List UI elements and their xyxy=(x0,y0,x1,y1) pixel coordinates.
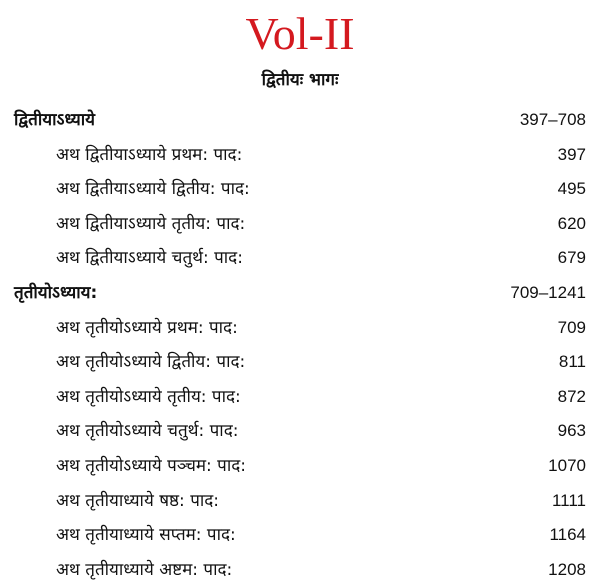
toc-chapter-label: तृतीयोऽध्याय: xyxy=(14,282,98,303)
toc-section-row xyxy=(0,554,600,588)
part-heading: द्वितीयः भागः xyxy=(261,70,339,90)
toc-section-row xyxy=(0,139,600,174)
toc-page-number: 397 xyxy=(557,144,586,164)
toc-section-row xyxy=(0,242,600,277)
toc-section-row xyxy=(0,208,600,243)
toc-page-range: 709–1241 xyxy=(510,282,586,302)
toc-section-label: अथ तृतीयाध्याये अष्टम: पाद: xyxy=(56,559,233,580)
toc-page-number: 1111 xyxy=(551,490,586,510)
toc-section-row xyxy=(0,450,600,485)
toc-section-label: अथ तृतीयोऽध्याये पञ्चम: पाद: xyxy=(56,455,246,476)
toc-section-label: अथ द्वितीयाऽध्याये चतुर्थ: पाद: xyxy=(56,248,243,269)
toc-section-label: अथ द्वितीयाऽध्याये प्रथम: पाद: xyxy=(56,144,243,165)
toc-page-number: 620 xyxy=(557,213,586,233)
toc-section-row xyxy=(0,381,600,416)
volume-title: Vol-II xyxy=(245,8,355,59)
toc-section-label: अथ तृतीयाध्याये सप्तम: पाद: xyxy=(56,525,236,546)
toc-section-row xyxy=(0,346,600,381)
toc-page-number: 811 xyxy=(558,352,586,372)
toc-page-number: 1070 xyxy=(548,455,586,475)
toc-section-label: अथ तृतीयाध्याये षष्ठ: पाद: xyxy=(56,490,220,511)
toc-section-row xyxy=(0,173,600,208)
toc-section-row xyxy=(0,485,600,520)
toc-section-label: अथ द्वितीयाऽध्याये तृतीय: पाद: xyxy=(56,213,246,234)
toc-page-number: 709 xyxy=(557,317,586,337)
toc-page-number: 679 xyxy=(557,248,586,268)
table-of-contents xyxy=(0,104,600,588)
toc-page-number: 963 xyxy=(557,421,586,441)
toc-section-label: अथ तृतीयोऽध्याये द्वितीय: पाद: xyxy=(56,352,246,373)
toc-section-row xyxy=(0,519,600,554)
toc-page-number: 495 xyxy=(557,179,586,199)
toc-page-number: 872 xyxy=(557,386,586,406)
toc-chapter-row xyxy=(0,277,600,312)
toc-page-number: 1164 xyxy=(549,525,586,545)
toc-chapter-label: द्वितीयाऽध्याये xyxy=(14,110,95,130)
toc-section-label: अथ तृतीयोऽध्याये चतुर्थ: पाद: xyxy=(56,421,239,442)
toc-section-label: अथ तृतीयोऽध्याये तृतीय: पाद: xyxy=(56,386,241,407)
toc-page-number: 1208 xyxy=(548,559,586,579)
toc-page-range: 397–708 xyxy=(519,110,586,129)
toc-section-label: अथ द्वितीयाऽध्याये द्वितीय: पाद: xyxy=(56,179,250,200)
toc-section-row xyxy=(0,415,600,450)
toc-chapter-row xyxy=(0,104,600,139)
toc-section-label: अथ तृतीयोऽध्याये प्रथम: पाद: xyxy=(56,317,238,338)
toc-section-row xyxy=(0,312,600,347)
